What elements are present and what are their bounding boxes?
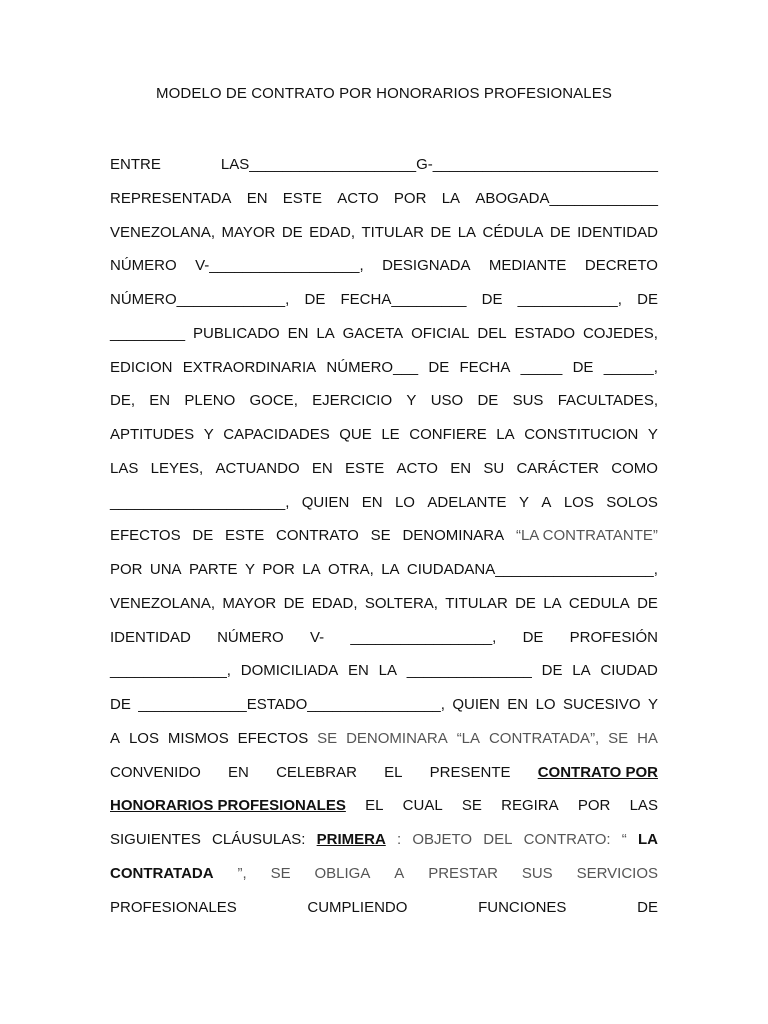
document-word: HA: [637, 729, 658, 747]
document-word: DENOMINARA: [402, 527, 505, 545]
document-word: PRESTAR: [428, 864, 498, 882]
document-word: ______________,: [110, 662, 231, 680]
document-word: Y: [518, 493, 529, 511]
document-word: ACTO: [396, 459, 438, 477]
document-word: GOCE,: [249, 392, 298, 410]
document-word: EDAD,: [311, 594, 358, 612]
document-word: LEYES,: [150, 459, 204, 477]
document-word: EL: [384, 763, 403, 781]
document-word: EXTRAORDINARIA: [182, 358, 317, 376]
document-word: LA: [378, 662, 397, 680]
document-word: LA: [457, 223, 477, 241]
document-word: LO: [394, 493, 415, 511]
document-word: EFECTOS: [237, 729, 309, 747]
document-word: EJERCICIO: [312, 392, 393, 410]
document-word: ESTE: [282, 189, 322, 207]
document-word: DE: [637, 898, 658, 916]
document-word: DE: [430, 223, 452, 241]
document-line: [110, 594, 658, 614]
document-word: LOS: [128, 729, 159, 747]
document-line: [110, 526, 658, 546]
document-line: [110, 459, 658, 479]
document-word: DE: [481, 291, 503, 308]
document-word: DOMICILIADA: [240, 662, 339, 680]
document-word: IDENTIDAD: [577, 223, 658, 241]
document-word: LA: [302, 561, 321, 578]
document-word: LAS____________________G-___________________________: [220, 156, 658, 173]
document-word: POR: [110, 561, 143, 578]
document-word: CONTRATO POR: [537, 763, 658, 781]
document-word: LA: [572, 662, 591, 680]
document-word: SE: [608, 729, 629, 747]
document-word: USO: [430, 392, 464, 410]
document-word: DE: [541, 662, 563, 680]
document-word: A: [541, 493, 552, 511]
document-line: [110, 560, 658, 580]
document-word: LA: [637, 831, 658, 848]
document-word: “LA CONTRATANTE”: [515, 527, 658, 545]
document-word: LA: [543, 594, 562, 612]
document-word: SE: [461, 797, 482, 815]
document-line: [110, 223, 658, 243]
document-title: MODELO DE CONTRATO POR HONORARIOS PROFESIONALES: [156, 85, 612, 102]
document-word: CONTRATADA: [110, 864, 214, 882]
document-word: VENEZOLANA,: [110, 594, 216, 612]
document-word: SUS: [512, 392, 544, 410]
document-word: LE: [381, 426, 400, 443]
document-word: ACTO: [337, 189, 379, 207]
document-word: CIUDADANA___________________,: [406, 561, 658, 578]
document-word: APTITUDES: [110, 426, 195, 443]
document-word: CONTRATO:: [523, 831, 611, 848]
document-word: DE: [522, 628, 544, 646]
document-word: DE: [192, 527, 214, 545]
document-word: DE: [515, 594, 536, 612]
document-word: SUCESIVO: [563, 696, 641, 713]
document-word: V-: [309, 628, 325, 646]
document-word: POR: [393, 189, 427, 207]
document-line: [110, 661, 658, 681]
document-word: EN: [246, 189, 268, 207]
document-word: DE: [283, 594, 305, 612]
document-word: A: [110, 729, 121, 747]
document-word: _____________ESTADO________________,: [138, 696, 445, 713]
document-word: SE: [270, 864, 291, 882]
document-word: LAS: [629, 797, 658, 815]
document-word: EN: [149, 392, 171, 410]
document-word: PLENO: [184, 392, 236, 410]
document-word: _________: [110, 324, 186, 342]
document-word: POR: [577, 797, 611, 815]
document-word: PRESENTE: [429, 763, 511, 781]
document-word: EN: [228, 763, 249, 781]
document-word: CONVENIDO: [110, 763, 201, 781]
document-word: CARÁCTER: [516, 459, 599, 477]
document-word: ESTADO: [514, 324, 576, 342]
document-word: EN: [361, 493, 383, 511]
document-word: ADELANTE: [427, 493, 507, 511]
document-word: CUMPLIENDO: [307, 898, 408, 916]
document-word: DE: [428, 358, 450, 376]
document-word: “LA: [456, 729, 481, 747]
document-word: NÚMERO: [217, 628, 284, 646]
document-word: OBJETO: [412, 831, 473, 848]
document-word: ENTRE: [110, 156, 161, 173]
document-word: DE: [281, 223, 303, 241]
document-word: TITULAR: [445, 594, 508, 612]
document-word: DECRETO: [584, 257, 658, 275]
document-line: [110, 864, 658, 884]
document-word: LA: [381, 561, 400, 578]
document-word: MAYOR: [222, 594, 277, 612]
document-word: ”,: [237, 864, 247, 882]
document-word: EN: [348, 662, 369, 680]
document-word: TITULAR: [361, 223, 424, 241]
document-word: NÚMERO___: [326, 358, 419, 376]
document-word: CONTRATADA”,: [488, 729, 600, 747]
document-word: A: [394, 864, 405, 882]
document-word: DENOMINARA: [346, 729, 448, 747]
document-word: SE: [317, 729, 338, 747]
document-word: CLÁUSULAS:: [212, 831, 306, 848]
document-word: ____________,: [517, 291, 622, 308]
document-word: DE: [110, 696, 131, 713]
document-word: GACETA: [342, 324, 404, 342]
document-word: CONTRATO: [276, 527, 359, 545]
document-word: ESTE: [225, 527, 265, 545]
document-word: CEDULA: [568, 594, 630, 612]
document-word: CIUDAD: [600, 662, 658, 680]
document-line: [110, 189, 658, 209]
document-word: LA: [441, 189, 461, 207]
document-word: DE,: [110, 392, 136, 410]
document-line: [110, 425, 658, 445]
document-word: FUNCIONES: [478, 898, 567, 916]
document-line: [110, 898, 658, 918]
document-word: ACTUANDO: [215, 459, 300, 477]
document-word: _____________________,: [110, 493, 290, 511]
document-word: DE: [477, 392, 499, 410]
document-word: EN: [311, 459, 333, 477]
document-line: [110, 628, 658, 648]
document-word: SE: [370, 527, 391, 545]
document-word: NÚMERO_____________,: [110, 291, 290, 308]
document-word: Y: [647, 426, 658, 443]
document-word: NÚMERO: [110, 257, 177, 275]
document-word: Y: [647, 696, 658, 713]
document-word: OTRA,: [327, 561, 374, 578]
document-line: [110, 324, 658, 344]
document-word: EDAD,: [309, 223, 355, 241]
document-word: PROFESIONALES: [110, 898, 237, 916]
document-line: [110, 391, 658, 411]
document-word: REPRESENTADA: [110, 189, 232, 207]
document-word: CÉDULA: [482, 223, 544, 241]
document-word: EL: [365, 797, 384, 815]
document-word: SOLTERA,: [364, 594, 438, 612]
document-word: DE: [637, 594, 658, 612]
document-word: CAPACIDADES: [223, 426, 330, 443]
document-word: ABOGADA_____________: [475, 189, 658, 207]
document-word: ESTE: [345, 459, 385, 477]
document-word: IDENTIDAD: [110, 628, 191, 646]
document-word: SUS: [521, 864, 553, 882]
document-line: [110, 729, 658, 749]
document-line: [110, 830, 658, 850]
document-word: PARTE: [188, 561, 238, 578]
document-word: _______________: [406, 662, 532, 680]
document-word: PUBLICADO: [193, 324, 280, 342]
document-word: SU: [483, 459, 505, 477]
document-word: EN: [450, 459, 472, 477]
document-word: EFECTOS: [110, 527, 181, 545]
document-word: CELEBRAR: [276, 763, 357, 781]
document-word: QUE: [339, 426, 372, 443]
document-word: LOS: [563, 493, 594, 511]
document-word: COMO: [611, 459, 658, 477]
document-word: OFICIAL: [411, 324, 470, 342]
document-word: POR: [262, 561, 295, 578]
document-word: Y: [203, 426, 214, 443]
document-word: “: [621, 831, 627, 848]
document-word: QUIEN: [452, 696, 500, 713]
document-word: EDICION: [110, 358, 173, 376]
document-word: PROFESIÓN: [569, 628, 658, 646]
document-word: DE: [637, 291, 658, 308]
document-word: PRIMERA: [316, 831, 386, 848]
document-word: LO: [535, 696, 556, 713]
document-word: LA: [496, 426, 515, 443]
document-word: DE: [304, 291, 326, 308]
document-word: CUAL: [402, 797, 443, 815]
document-word: VENEZOLANA,: [110, 223, 216, 241]
document-word: _____: [520, 358, 563, 376]
document-word: REGIRA: [501, 797, 559, 815]
document-word: FECHA_________: [340, 291, 467, 308]
document-word: :: [396, 831, 402, 848]
document-line: [110, 695, 658, 715]
document-word: QUIEN: [301, 493, 350, 511]
document-word: CONSTITUCION: [524, 426, 639, 443]
document-word: EN: [507, 696, 529, 713]
document-line: [110, 763, 658, 783]
document-line: [110, 493, 658, 513]
document-word: FACULTADES,: [557, 392, 658, 410]
document-line: [110, 796, 658, 816]
document-word: FECHA: [459, 358, 511, 376]
document-word: SOLOS: [606, 493, 658, 511]
document-line: [110, 290, 658, 310]
document-word: MEDIANTE: [488, 257, 567, 275]
document-word: DEL: [483, 831, 513, 848]
document-word: DE: [572, 358, 594, 376]
document-word: Y: [406, 392, 417, 410]
document-word: DE: [549, 223, 571, 241]
document-word: DEL: [477, 324, 507, 342]
document-word: COJEDES,: [582, 324, 658, 342]
document-word: EN: [287, 324, 309, 342]
document-word: V-__________________,: [195, 257, 364, 275]
document-word: SERVICIOS: [576, 864, 658, 882]
document-word: Y: [244, 561, 255, 578]
document-word: MISMOS: [167, 729, 229, 747]
document-word: UNA: [149, 561, 182, 578]
document-line: [110, 256, 658, 276]
document-line: [110, 358, 658, 378]
document-word: MAYOR: [221, 223, 276, 241]
document-word: LA: [316, 324, 335, 342]
document-word: CONFIERE: [409, 426, 487, 443]
document-word: HONORARIOS PROFESIONALES: [110, 797, 346, 815]
document-word: SIGUIENTES: [110, 831, 201, 848]
document-line: [110, 155, 658, 175]
document-word: OBLIGA: [314, 864, 371, 882]
document-word: ______,: [603, 358, 658, 376]
document-word: DESIGNADA: [382, 257, 471, 275]
document-word: _________________,: [350, 628, 497, 646]
document-word: LAS: [110, 459, 139, 477]
